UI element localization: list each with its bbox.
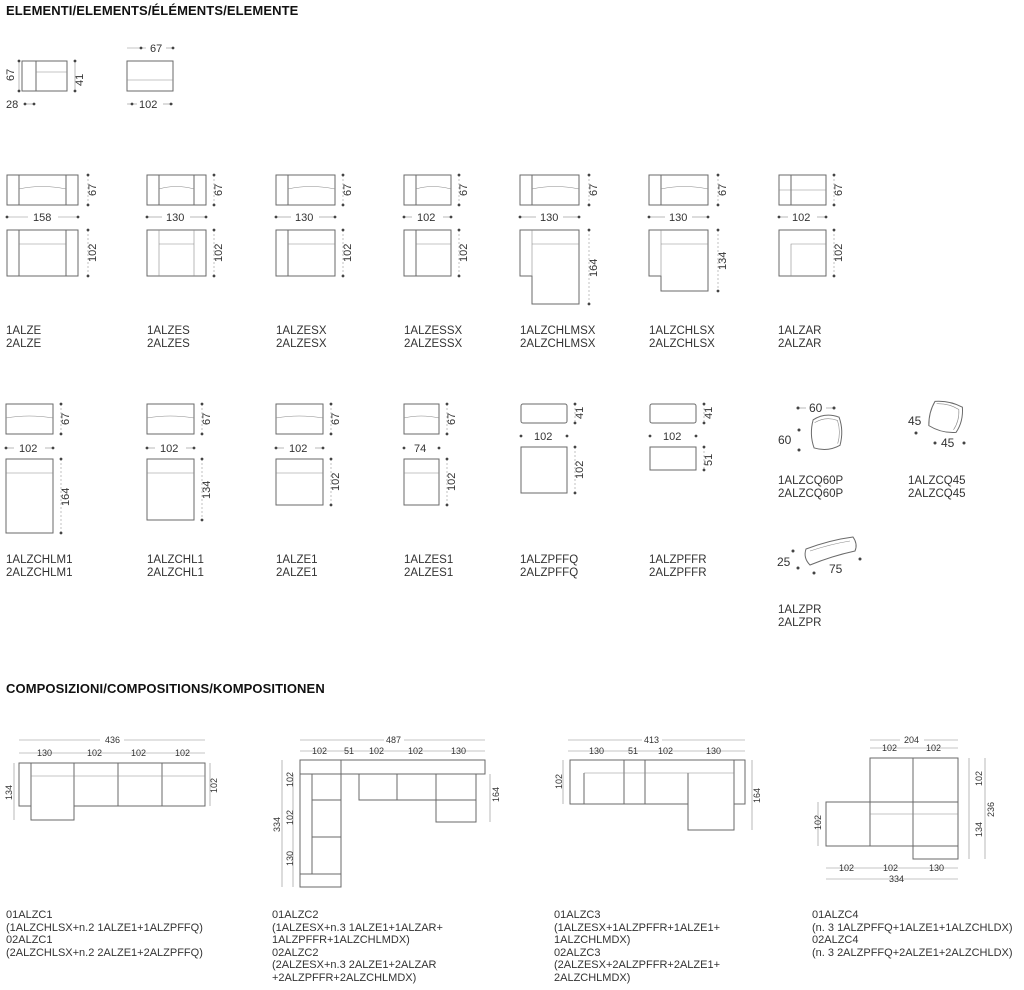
- dim-label: 130: [540, 212, 559, 224]
- element-1alzchlsx-drawing: [649, 175, 708, 291]
- dim-label: 134: [4, 784, 14, 800]
- element-1alzchlm1-drawing: [6, 404, 53, 533]
- dim-label: 134: [974, 821, 984, 837]
- row1-dimensions: [6, 174, 836, 306]
- dim-label: 67: [201, 412, 213, 425]
- elements-heading: ELEMENTI/ELEMENTS/ÉLÉMENTS/ELEMENTE: [6, 3, 299, 18]
- element-1alzes-drawing: [147, 175, 206, 276]
- dim-label: 67: [446, 412, 458, 425]
- dim-label: 102: [131, 748, 147, 758]
- element-code-1alzessx: 1ALZESSX 2ALZESSX: [404, 325, 463, 350]
- dim-label: 130: [589, 746, 605, 756]
- dim-label: 45: [941, 436, 955, 450]
- dim-label: 102: [839, 863, 855, 873]
- dim-label: 102: [209, 777, 219, 793]
- composition-alzc4-drawing: [818, 740, 985, 879]
- dim-label: 130: [706, 746, 722, 756]
- element-code-1alzes: 1ALZES 2ALZES: [147, 325, 190, 350]
- dim-label: 102: [289, 443, 308, 455]
- dim-label: 51: [628, 746, 639, 756]
- element-side-panel: [18, 60, 77, 106]
- dim-label: 67: [833, 183, 845, 196]
- element-back-panel: [127, 47, 174, 106]
- dim-label: 102: [663, 431, 682, 443]
- dim-label: 102: [330, 472, 342, 491]
- element-code-1alze: 1ALZE 2ALZE: [6, 325, 42, 350]
- dim-label: 74: [414, 443, 427, 455]
- dim-label: 45: [908, 414, 922, 428]
- dim-label: 102: [160, 443, 179, 455]
- dim-label: 67: [330, 412, 342, 425]
- dim-label: 51: [344, 746, 355, 756]
- dim-label: 102: [658, 746, 674, 756]
- dim-label: 102: [534, 431, 553, 443]
- dim-label: 102: [882, 743, 898, 753]
- dim-label: 102: [87, 748, 103, 758]
- dim-label: 130: [451, 746, 467, 756]
- element-code-1alzchlsx: 1ALZCHLSX 2ALZCHLSX: [649, 325, 715, 350]
- dim-label: 41: [74, 73, 86, 86]
- dim-label: 102: [833, 243, 845, 262]
- dim-label: 102: [369, 746, 385, 756]
- element-code-1alzcq60p: 1ALZCQ60P 2ALZCQ60P: [778, 475, 844, 500]
- dim-label: 67: [213, 183, 225, 196]
- composition-desc-alzc2: 01ALZC2 (1ALZESX+n.3 1ALZE1+1ALZAR+ 1ALZPFFR+1ALZCHLMDX) 02ALZC2 (2ALZESX+n.3 2ALZE1+2ALZAR +2ALZPFFR+2ALZCHLMDX): [272, 909, 443, 984]
- dim-label: 164: [588, 258, 600, 277]
- dim-label: 487: [386, 735, 402, 745]
- dim-label: 204: [904, 735, 920, 745]
- dim-label: 60: [809, 401, 823, 415]
- dim-label: 28: [6, 99, 19, 111]
- dim-label: 164: [60, 487, 72, 506]
- dim-label: 436: [105, 735, 121, 745]
- dim-label: 334: [272, 816, 282, 832]
- element-code-1alzchl1: 1ALZCHL1 2ALZCHL1: [147, 554, 204, 579]
- dim-label: 130: [669, 212, 688, 224]
- element-code-1alzpr: 1ALZPR 2ALZPR: [778, 604, 822, 629]
- composition-desc-alzc4: 01ALZC4 (n. 3 1ALZPFFQ+1ALZE1+1ALZCHLDX) 02ALZC4 (n. 3 2ALZPFFQ+2ALZE1+2ALZCHLDX): [812, 909, 1013, 959]
- dim-label: 102: [139, 99, 158, 111]
- composition-alzc2-drawing: [282, 740, 490, 887]
- dim-label: 102: [19, 443, 38, 455]
- element-code-1alzesx: 1ALZESX 2ALZESX: [276, 325, 327, 350]
- dim-label: 164: [491, 786, 501, 802]
- dim-label: 102: [574, 460, 586, 479]
- dim-label: 102: [813, 814, 823, 830]
- element-1alzpr-drawing: [792, 537, 862, 575]
- dim-label: 134: [201, 480, 213, 499]
- dim-label: 102: [87, 243, 99, 262]
- dim-label: 130: [37, 748, 53, 758]
- element-code-1alzpffr: 1ALZPFFR 2ALZPFFR: [649, 554, 707, 579]
- dim-label: 25: [777, 555, 791, 569]
- dim-label: 102: [285, 809, 295, 825]
- dim-label: 334: [889, 874, 905, 884]
- dim-label: 67: [5, 68, 17, 81]
- dim-label: 67: [342, 183, 354, 196]
- dim-label: 41: [703, 406, 715, 419]
- dim-label: 60: [778, 433, 792, 447]
- dim-label: 67: [60, 412, 72, 425]
- dim-label: 236: [986, 801, 996, 817]
- element-code-1alzes1: 1ALZES1 2ALZES1: [404, 554, 454, 579]
- dim-label: 102: [342, 243, 354, 262]
- dim-label: 102: [883, 863, 899, 873]
- element-code-1alzcq45: 1ALZCQ45 2ALZCQ45: [908, 475, 966, 500]
- dim-label: 158: [33, 212, 52, 224]
- dim-label: 413: [644, 735, 660, 745]
- element-1alzessx-drawing: [404, 175, 451, 276]
- compositions-heading: COMPOSIZIONI/COMPOSITIONS/KOMPOSITIONEN: [6, 681, 325, 696]
- element-code-1alzar: 1ALZAR 2ALZAR: [778, 325, 822, 350]
- dim-label: 102: [408, 746, 424, 756]
- element-1alzar-drawing: [779, 175, 826, 276]
- element-1alzchl1-drawing: [147, 404, 194, 520]
- row2-dimensions: [5, 403, 706, 535]
- element-code-1alzchlm1: 1ALZCHLM1 2ALZCHLM1: [6, 554, 73, 579]
- dim-label: 102: [458, 243, 470, 262]
- dim-label: 102: [792, 212, 811, 224]
- dim-label: 130: [295, 212, 314, 224]
- element-code-1alze1: 1ALZE1 2ALZE1: [276, 554, 318, 579]
- dim-label: 67: [717, 183, 729, 196]
- dim-label: 102: [285, 771, 295, 787]
- element-1alzpffq-drawing: [521, 404, 567, 493]
- dim-label: 102: [213, 243, 225, 262]
- dim-label: 130: [166, 212, 185, 224]
- element-1alze-drawing: [7, 175, 78, 276]
- element-1alzcq45-drawing: [915, 399, 966, 445]
- dim-label: 51: [703, 453, 715, 466]
- dim-label: 134: [717, 251, 729, 270]
- dim-label: 102: [974, 770, 984, 786]
- dim-label: 67: [87, 183, 99, 196]
- element-1alzchlmsx-drawing: [520, 175, 579, 304]
- element-code-1alzpffq: 1ALZPFFQ 2ALZPFFQ: [520, 554, 579, 579]
- dim-label: 67: [458, 183, 470, 196]
- dim-label: 67: [150, 43, 163, 55]
- dim-label: 102: [312, 746, 328, 756]
- dim-label: 102: [446, 472, 458, 491]
- dim-label: 130: [929, 863, 945, 873]
- element-1alzesx-drawing: [276, 175, 335, 276]
- dim-label: 75: [829, 562, 843, 576]
- dim-label: 102: [554, 773, 564, 789]
- dim-label: 130: [285, 850, 295, 866]
- dim-label: 41: [574, 406, 586, 419]
- element-code-1alzchlmsx: 1ALZCHLMSX 2ALZCHLMSX: [520, 325, 596, 350]
- composition-desc-alzc1: 01ALZC1 (1ALZCHLSX+n.2 1ALZE1+1ALZPFFQ) 02ALZC1 (2ALZCHLSX+n.2 2ALZE1+2ALZPFFQ): [6, 909, 203, 959]
- dim-label: 164: [752, 787, 762, 803]
- dim-label: 102: [417, 212, 436, 224]
- dim-label: 102: [926, 743, 942, 753]
- dim-label: 102: [175, 748, 191, 758]
- dim-label: 67: [588, 183, 600, 196]
- composition-desc-alzc3: 01ALZC3 (1ALZESX+1ALZPFFR+1ALZE1+ 1ALZCHLMDX) 02ALZC3 (2ALZESX+2ALZPFFR+2ALZE1+ 2ALZCHLMDX): [554, 909, 720, 984]
